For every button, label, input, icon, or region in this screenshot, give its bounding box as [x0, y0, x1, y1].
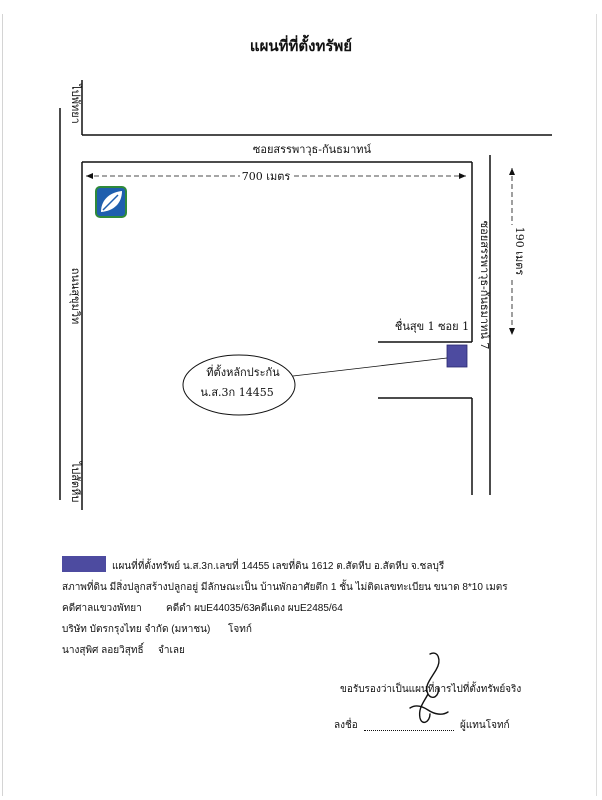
road-left-top-label: ไปพัทยา	[69, 84, 82, 124]
certify-text: ขอรับรองว่าเป็นแผนที่การไปที่ตั้งทรัพย์จริง	[340, 684, 522, 695]
distance-top-arrowhead-right	[459, 173, 466, 179]
legend-line-2: สภาพที่ดิน มีสิ่งปลูกสร้างปลูกอยู่ มีลักษณะเป็น บ้านพักอาศัยตึก 1 ชั้น ไม่ติดเลขทะเบียน ขนาด 8*10 เมตร	[62, 582, 508, 593]
distance-right-arrowhead-bottom	[509, 328, 515, 335]
plaintiff-name: บริษัท บัตรกรุงไทย จำกัด (มหาชน)	[62, 624, 211, 635]
handwritten-signature	[390, 646, 460, 736]
certification-block	[300, 640, 590, 760]
callout-leader-line	[293, 358, 447, 376]
defendant-role: จำเลย	[158, 645, 185, 656]
soi-label: ชื่นสุข 1 ซอย 1	[394, 320, 470, 333]
distance-top-arrowhead-left	[86, 173, 93, 179]
road-right-label: ซอยสรรพาวุธ-กันธมาทน์ 7	[478, 220, 491, 350]
road-left-mid-label: ถนนสุขุมวิท	[69, 267, 82, 325]
page-title: แผนที่ที่ตั้งทรัพย์	[249, 37, 353, 55]
bank-leaf-logo-icon	[96, 187, 126, 217]
distance-top-label: 700 เมตร	[241, 170, 291, 183]
signer-role: ผู้แทนโจทก์	[460, 720, 510, 731]
callout-ellipse	[183, 355, 295, 415]
sign-label: ลงชื่อ	[334, 720, 358, 731]
plaintiff-role: โจทก์	[228, 624, 252, 635]
legend-line-1: แผนที่ที่ตั้งทรัพย์ น.ส.3ก.เลขที่ 14455 เลขที่ดิน 1612 ต.สัตหีบ อ.สัตหีบ จ.ชลบุรี	[112, 561, 445, 572]
distance-right-label: 190 เมตร	[513, 226, 526, 276]
road-top-label: ซอยสรรพาวุธ-กันธมาทน์	[252, 143, 372, 156]
case-black-number: คดีดำ ผบE44035/63	[166, 603, 255, 614]
defendant-name: นางสุพิศ ลอยวิสุทธิ์	[62, 645, 144, 656]
callout-line-1: ที่ตั้งหลักประกัน	[206, 366, 280, 379]
callout-line-2: น.ส.3ก 14455	[200, 386, 274, 399]
case-red-number: คดีแดง ผบE2485/64	[254, 603, 343, 614]
case-court: คดีศาลแขวงพัทยา	[62, 603, 142, 614]
property-legend-swatch	[62, 556, 106, 572]
road-left-bottom-label: ไปสัตหีบ	[69, 461, 82, 503]
property-marker	[447, 345, 467, 367]
distance-right-arrowhead-top	[509, 168, 515, 175]
